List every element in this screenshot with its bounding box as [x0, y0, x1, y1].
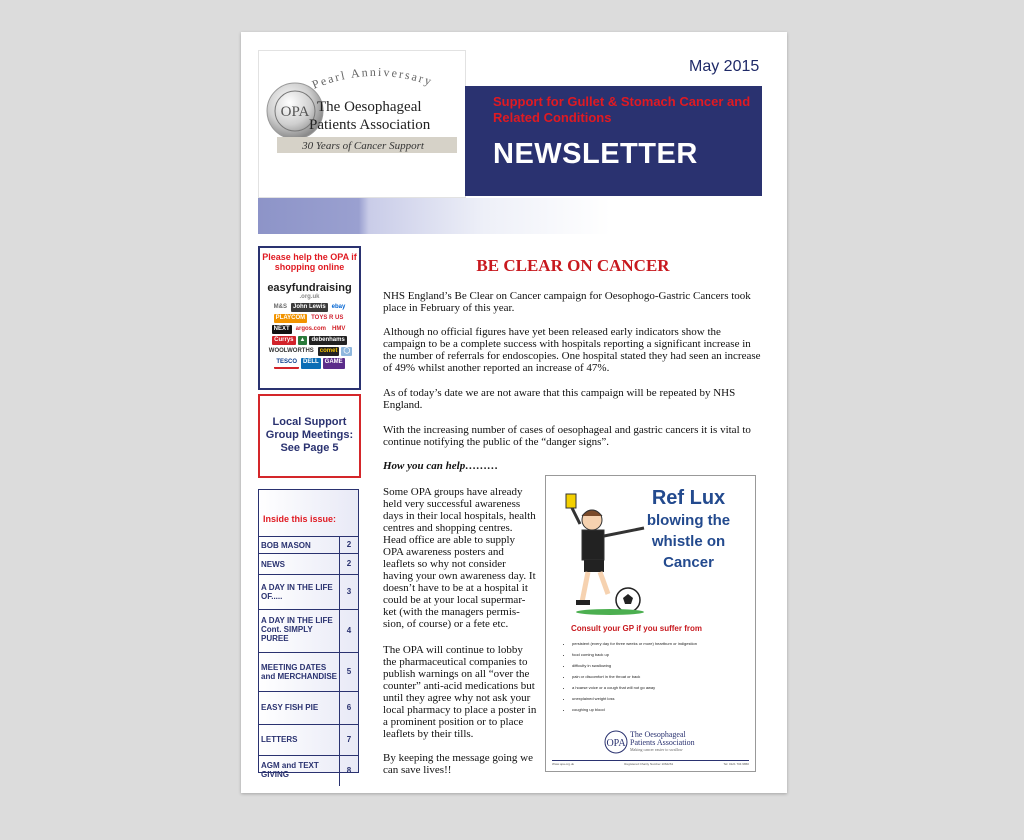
- contents-row[interactable]: AGM and TEXT GIVING 8: [259, 755, 358, 786]
- brand-logo: WOOLWORTHS: [268, 348, 314, 354]
- article-paragraph: Although no official figures have yet been released early indicators show the campaign to be a complete success with hospitals reporting a significant increase in the number of referrals for endoscopies. One hospital stated they had seen an increase of 49% whilst another reported an increase of 47%.: [383, 326, 761, 374]
- brand-logo: debenhams: [311, 337, 345, 343]
- poster-consult-heading: Consult your GP if you suffer from: [571, 624, 702, 633]
- header-subtitle: Support for Gullet & Stomach Cancer and Related Conditions: [493, 94, 751, 125]
- poster-title: [626, 486, 751, 573]
- article-paragraph: Some OPA groups have already held very successful awareness days in their local hospitals, health centres and shopping centres. Head office are able to supply OPA awareness posters and leaflets so why not consider having your own awareness day. It doesn’t have to be at a hospital it could be at your local supermar-ket (with the managers permis-sion, of course) or a fete etc.: [383, 486, 536, 630]
- article-paragraph: With the increasing number of cases of oesophageal and gastric cancers it is vital to continue notifying the public of the “danger signs”.: [383, 424, 751, 448]
- article-paragraph: As of today’s date we are not aware that this campaign will be repeated by NHS England.: [383, 387, 736, 411]
- symptom-list: [560, 638, 752, 715]
- symptom-item: • a hoarse voice or a cough that will not go away: [572, 682, 752, 693]
- symptom-item: • pain or discomfort in the throat or back: [572, 671, 752, 682]
- article-title: BE CLEAR ON CANCER: [476, 256, 670, 275]
- symptom-item: • unexplained weight loss: [572, 693, 752, 704]
- opa-logo: [258, 50, 466, 198]
- logo-line-1: The Oesophageal: [317, 99, 422, 115]
- promo-heading: Please help the OPA if shopping online: [262, 252, 357, 272]
- logo-monogram: OPA: [280, 104, 310, 120]
- poster-title-rest: blowing the whistle on Cancer: [646, 512, 731, 571]
- brand-logo: PLAYCOM: [275, 315, 306, 321]
- symptom-item: • food coming back up: [572, 649, 752, 660]
- logo-tagline: 30 Years of Cancer Support: [302, 140, 424, 152]
- shopping-promo-box[interactable]: [258, 246, 361, 390]
- symptom-item: • persistent (every day for three weeks or more) heartburn or indigestion: [572, 638, 752, 649]
- header-gradient-bar: [258, 198, 762, 234]
- contents-row[interactable]: A DAY IN THE LIFE Cont. SIMPLY PUREE 4: [259, 609, 358, 652]
- article-paragraph: NHS England’s Be Clear on Cancer campaign for Oesophogo-Gastric Cancers took place in February of this year.: [383, 290, 751, 314]
- logo-line-2: Patients Association: [309, 117, 431, 133]
- article-subheading: How you can help………: [383, 460, 499, 472]
- header-banner: [465, 86, 762, 196]
- newsletter-page: [241, 32, 787, 793]
- poster-org-name: The Oesophageal Patients Association Making cancer easier to swallow: [630, 730, 695, 752]
- brand-logo: GAME: [323, 358, 345, 369]
- local-support-text: Local Support Group Meetings: See Page 5: [265, 416, 354, 454]
- symptom-item: • difficulty in swallowing: [572, 660, 752, 671]
- poster-opa-monogram-icon: [604, 730, 628, 754]
- contents-row[interactable]: MEETING DATES and MERCHANDISE 5: [259, 652, 358, 691]
- poster-title-main: Ref Lux: [651, 487, 726, 509]
- brand-logo: HMV: [332, 326, 346, 332]
- ref-lux-poster: [545, 475, 756, 772]
- easyfundraising-name: easyfundraising: [267, 282, 352, 294]
- svg-text:Pearl Anniversary: [310, 65, 435, 92]
- contents-row[interactable]: BOB MASON 2: [259, 536, 358, 553]
- brand-logo: Currys: [274, 337, 294, 343]
- brand-logo: TOYS R US: [311, 315, 344, 321]
- newsletter-title: NEWSLETTER: [493, 138, 698, 170]
- easyfundraising-logo: [260, 282, 359, 300]
- brand-logo: ▲: [299, 337, 306, 343]
- retailer-logos: [260, 300, 359, 369]
- brand-logo: ebay: [331, 304, 346, 310]
- brand-logo: M&S: [273, 304, 287, 310]
- issue-date: May 2015: [689, 58, 760, 75]
- symptom-item: • coughing up blood: [572, 704, 752, 715]
- brand-logo: ◯: [343, 348, 351, 354]
- local-support-box[interactable]: [258, 394, 361, 478]
- contents-row[interactable]: NEWS 2: [259, 553, 358, 574]
- easyfundraising-domain: .org.uk: [299, 294, 320, 300]
- svg-text:OPA: OPA: [606, 738, 626, 749]
- contents-heading: Inside this issue:: [263, 514, 337, 524]
- brand-logo: TESCO: [274, 358, 299, 369]
- article-paragraph: By keeping the message going we can save lives!!: [383, 752, 533, 776]
- contents-row[interactable]: A DAY IN THE LIFE OF..... 3: [259, 574, 358, 609]
- article-paragraph: The OPA will continue to lobby the pharmaceutical companies to publish warnings on all “over the counter” anti-acid medications but until they agree why not ask your local pharmacy to place a poster in a prominent position or to place leaflets by their tills.: [383, 644, 537, 740]
- contents-row[interactable]: EASY FISH PIE 6: [259, 691, 358, 724]
- contents-row[interactable]: LETTERS 7: [259, 724, 358, 755]
- inside-this-issue-box: [258, 489, 359, 779]
- brand-logo: NEXT: [273, 326, 290, 332]
- brand-logo: DELL: [301, 358, 321, 369]
- brand-logo: argos.com: [295, 326, 326, 332]
- brand-logo: John Lewis: [292, 304, 326, 310]
- poster-footer: Www.opa.org.uk Registered Charity Number 1062261 Tel: 0121 704 9860: [552, 762, 749, 766]
- brand-logo: comet: [319, 348, 338, 354]
- logo-arc-text: Pearl Anniversary: [309, 64, 435, 92]
